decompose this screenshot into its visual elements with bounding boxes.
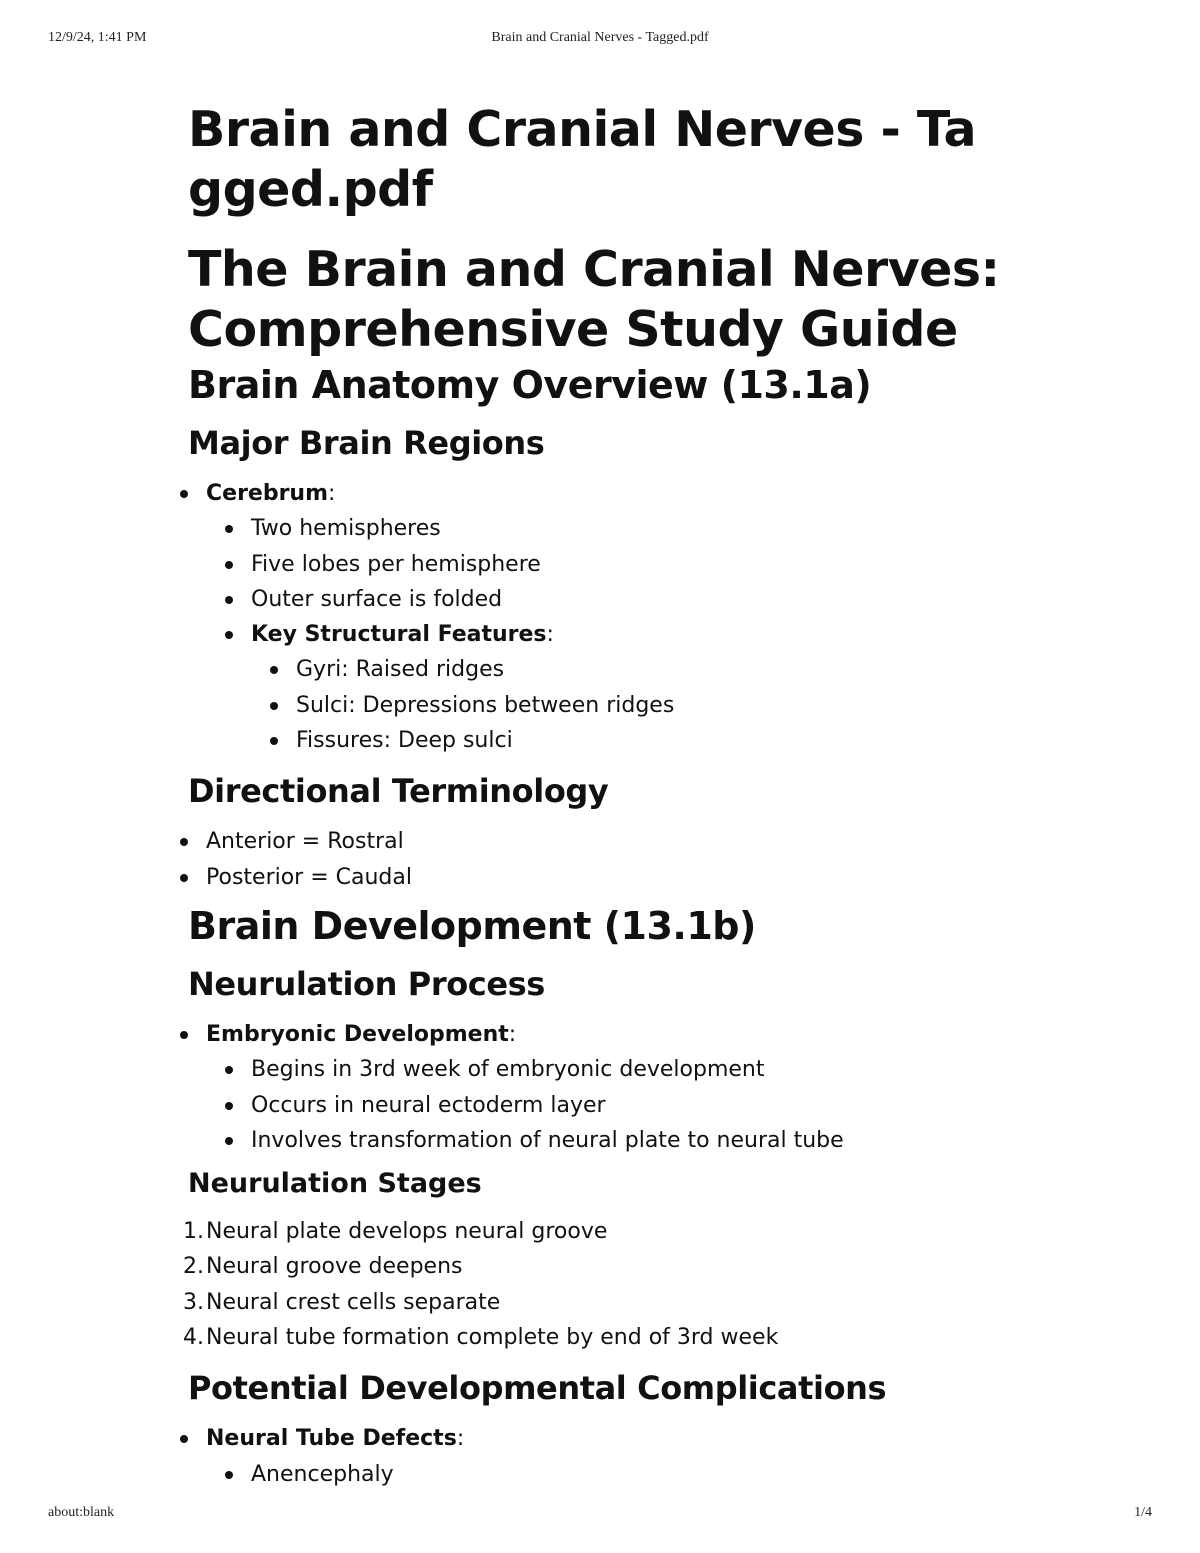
embryonic-sublist xyxy=(223,1052,1028,1158)
list-item: Fissures: Deep sulci xyxy=(268,723,1028,758)
complications-list xyxy=(178,1421,1028,1492)
list-item-embryonic: Embryonic Development: Begins in 3rd week of embryonic development Occurs in neural ectoderm layer Involves transformation of neural plate to neural tube xyxy=(178,1017,1028,1158)
directional-list xyxy=(178,824,1028,895)
list-item: Begins in 3rd week of embryonic development xyxy=(223,1052,1028,1087)
document-heading-line-2: Comprehensive Study Guide xyxy=(188,301,958,358)
print-url: about:blank xyxy=(48,1505,115,1520)
subheading-developmental-complications: Potential Developmental Complications xyxy=(188,1369,887,1408)
key-features-sublist xyxy=(268,652,1028,758)
neural-tube-defects-label: Neural Tube Defects xyxy=(206,1426,457,1452)
section-heading-development: Brain Development (13.1b) xyxy=(188,903,756,948)
list-item: Anencephaly xyxy=(223,1457,1028,1492)
list-item xyxy=(178,1249,1028,1284)
list-item: Outer surface is folded xyxy=(223,582,1028,617)
subheading-neurulation-process: Neurulation Process xyxy=(188,964,545,1003)
section-heading-anatomy: Brain Anatomy Overview (13.1a) xyxy=(188,363,872,407)
list-item: Five lobes per hemisphere xyxy=(223,547,1028,582)
list-item-neural-tube-defects: Neural Tube Defects: Anencephaly xyxy=(178,1421,1028,1492)
list-item xyxy=(178,1320,1028,1355)
neural-tube-defects-sublist xyxy=(223,1457,1028,1492)
subheading-neurulation-stages: Neurulation Stages xyxy=(188,1168,482,1200)
document-content xyxy=(183,100,1028,1492)
list-item-text: Neural groove deepens xyxy=(206,1254,463,1280)
list-number: 3. xyxy=(183,1289,204,1315)
key-features-label: Key Structural Features xyxy=(251,622,547,648)
print-datetime: 12/9/24, 1:41 PM xyxy=(48,30,147,45)
list-item-key-features: Key Structural Features: Gyri: Raised ridges Sulci: Depressions between ridges Fissures: Deep sulci xyxy=(223,617,1028,758)
document-heading xyxy=(188,240,1028,360)
list-item: Posterior = Caudal xyxy=(178,860,1028,895)
list-item: Sulci: Depressions between ridges xyxy=(268,688,1028,723)
list-item-text: Neural crest cells separate xyxy=(206,1289,501,1315)
neurulation-list xyxy=(178,1017,1028,1158)
subheading-directional-terminology: Directional Terminology xyxy=(188,772,609,811)
list-item xyxy=(178,1214,1028,1249)
cerebrum-sublist xyxy=(223,511,1028,758)
print-header xyxy=(0,30,1200,50)
print-footer xyxy=(0,1505,1200,1525)
document-heading-line-1: The Brain and Cranial Nerves: xyxy=(188,241,1000,298)
page-title: Brain and Cranial Nerves - Tagged.pdf xyxy=(188,101,977,218)
list-item: Occurs in neural ectoderm layer xyxy=(223,1088,1028,1123)
list-item: Involves transformation of neural plate to neural tube xyxy=(223,1123,1028,1158)
list-item: Gyri: Raised ridges xyxy=(268,652,1028,687)
list-item: Two hemispheres xyxy=(223,511,1028,546)
list-item-text: Neural plate develops neural groove xyxy=(206,1219,608,1245)
neurulation-stages-list xyxy=(178,1214,1028,1355)
list-number: 2. xyxy=(183,1254,204,1280)
list-item-cerebrum: Cerebrum: Two hemispheres Five lobes per hemisphere Outer surface is folded Key Structural Features: Gyri: Raised ridges Sulci: Depressions between ridges Fissures: Deep sulci xyxy=(178,476,1028,758)
list-item xyxy=(178,1285,1028,1320)
list-item: Anterior = Rostral xyxy=(178,824,1028,859)
print-page-number: 1/4 xyxy=(1134,1505,1152,1520)
major-regions-list xyxy=(178,476,1028,758)
list-number: 1. xyxy=(183,1219,204,1245)
subheading-major-regions: Major Brain Regions xyxy=(188,424,545,462)
list-item-text: Neural tube formation complete by end of 3rd week xyxy=(206,1325,779,1351)
print-document-name: Brain and Cranial Nerves - Tagged.pdf xyxy=(491,30,709,45)
list-number: 4. xyxy=(183,1325,204,1351)
embryonic-label: Embryonic Development xyxy=(206,1021,509,1047)
cerebrum-label: Cerebrum xyxy=(206,481,329,506)
